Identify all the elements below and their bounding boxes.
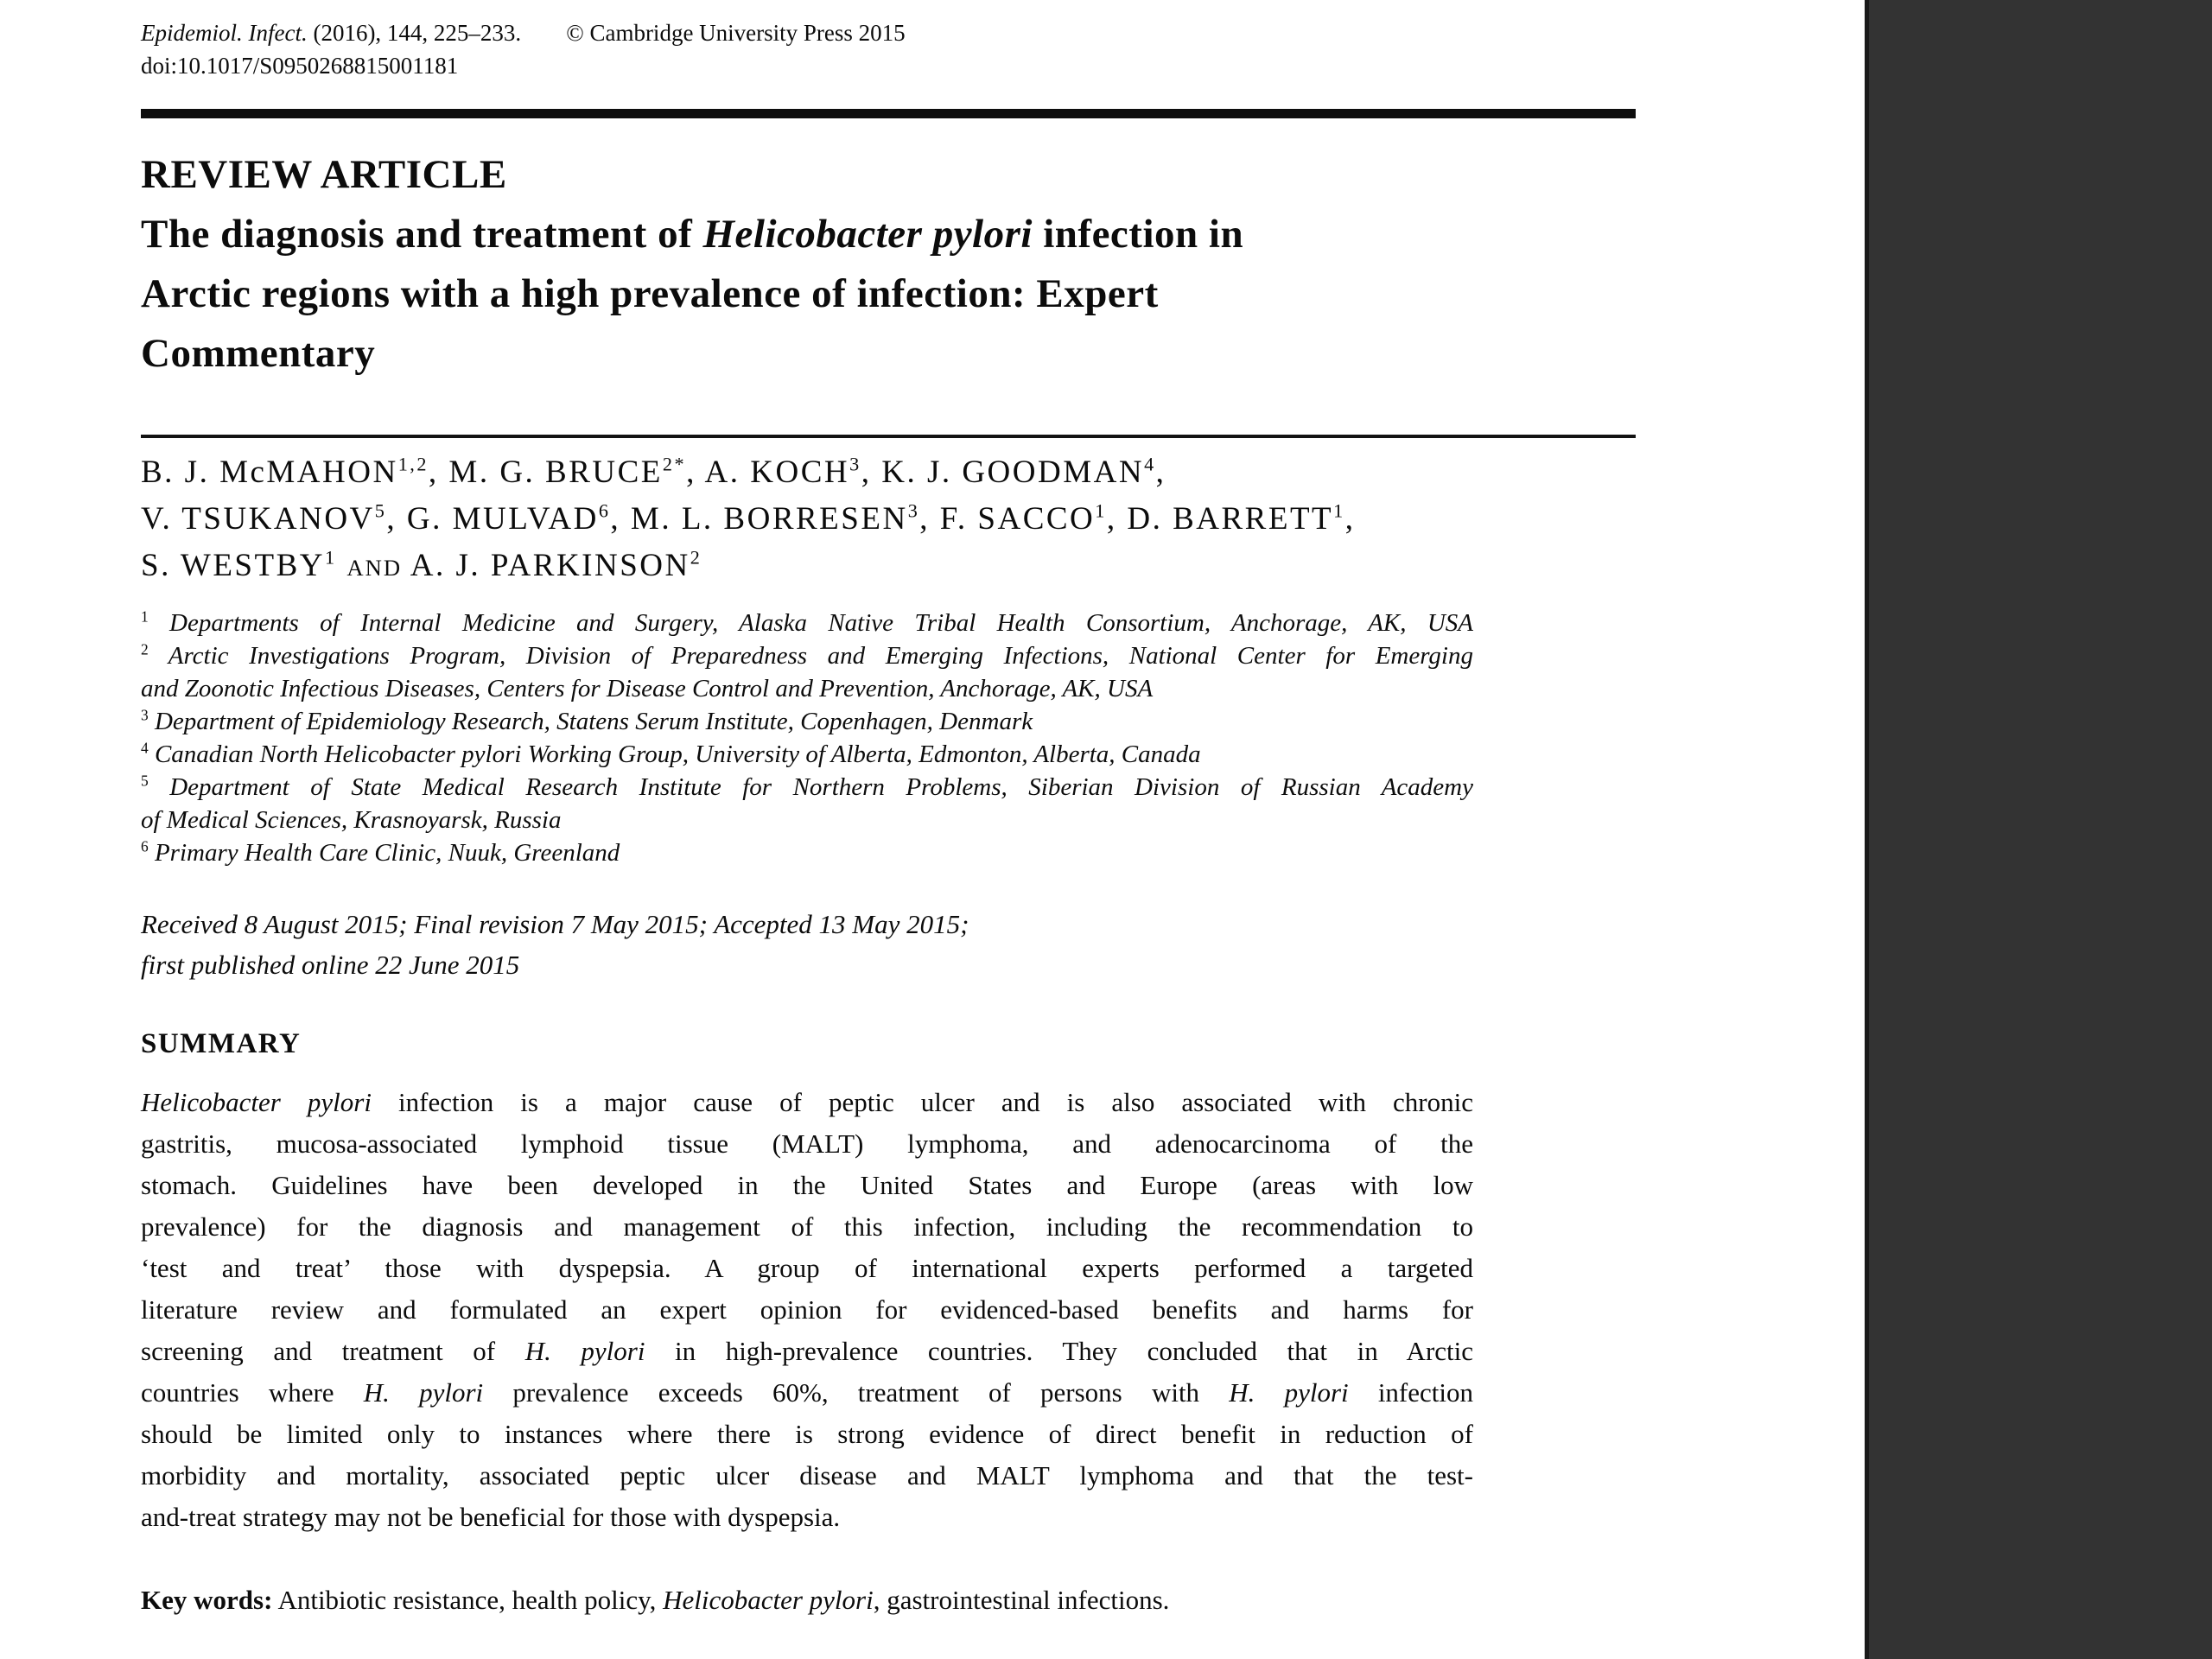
text-run: Received 8 August 2015; Final revision 7 May 2015; Accepted 13 May 2015; bbox=[141, 909, 969, 939]
text-run: Arctic Investigations Program, Division of Preparedness and Emerging Infections, National Center for Emerging bbox=[148, 642, 1473, 670]
text-run: Key words: bbox=[141, 1585, 273, 1615]
text-run: , D. BARRETT bbox=[1106, 501, 1334, 537]
text-line bbox=[141, 324, 1644, 384]
text-run: Department of Epidemiology Research, Statens Serum Institute, Copenhagen, Denmark bbox=[148, 708, 1033, 735]
text-line bbox=[141, 639, 1473, 672]
text-run: , M. G. BRUCE bbox=[428, 454, 663, 490]
keywords-line bbox=[141, 1581, 1541, 1619]
text-run: screening and treatment of bbox=[141, 1336, 525, 1366]
summary-heading: SUMMARY bbox=[141, 1028, 302, 1059]
text-run bbox=[337, 548, 347, 583]
text-run: 1 bbox=[1333, 499, 1345, 522]
text-run: , F. SACCO bbox=[919, 501, 1096, 537]
text-run: 6 bbox=[141, 837, 149, 855]
text-line bbox=[141, 205, 1644, 264]
text-line bbox=[141, 1331, 1473, 1372]
text-line bbox=[141, 449, 1644, 496]
text-line bbox=[141, 1248, 1473, 1289]
article-heading bbox=[141, 145, 1644, 384]
text-run: 5 bbox=[374, 499, 387, 522]
text-run: 5 bbox=[141, 772, 149, 790]
text-line bbox=[141, 1497, 1473, 1538]
text-run: and Zoonotic Infectious Diseases, Centers for Disease Control and Prevention, Anchorage, AK, USA bbox=[141, 675, 1154, 702]
text-line bbox=[141, 904, 1473, 944]
text-run: Helicobacter pylori bbox=[702, 212, 1033, 257]
text-line bbox=[141, 1455, 1473, 1497]
text-run: 4 bbox=[141, 739, 149, 757]
text-run: 2* bbox=[662, 453, 687, 475]
text-run: 4 bbox=[1144, 453, 1156, 475]
text-line bbox=[141, 1123, 1473, 1165]
text-run: , K. J. GOODMAN bbox=[861, 454, 1145, 490]
text-run: AND bbox=[346, 555, 403, 581]
text-run: Arctic regions with a high prevalence of infection: Expert bbox=[141, 271, 1159, 316]
text-run: , gastrointestinal infections. bbox=[873, 1585, 1170, 1615]
text-run: , M. L. BORRESEN bbox=[610, 501, 908, 537]
text-run: Departments of Internal Medicine and Surgery, Alaska Native Tribal Health Consortium, Anchorage, AK, USA bbox=[148, 609, 1473, 637]
revision-history bbox=[141, 904, 1473, 985]
text-run: prevalence exceeds 60%, treatment of persons with bbox=[483, 1377, 1230, 1408]
text-run: Canadian North Helicobacter pylori Working Group, University of Alberta, Edmonton, Alberta, Canada bbox=[148, 741, 1201, 768]
text-run: Helicobacter pylori bbox=[141, 1087, 372, 1117]
text-line bbox=[141, 836, 1473, 869]
text-run: , bbox=[1155, 454, 1166, 490]
header-rule bbox=[141, 109, 1636, 118]
text-run: first published online 22 June 2015 bbox=[141, 950, 520, 980]
text-line bbox=[141, 496, 1644, 543]
right-dark-panel bbox=[1865, 0, 2212, 1659]
text-line bbox=[141, 705, 1473, 738]
text-run: countries where bbox=[141, 1377, 364, 1408]
text-line bbox=[141, 738, 1473, 771]
text-run: 1 bbox=[141, 607, 149, 626]
text-run: Antibiotic resistance, health policy, bbox=[272, 1585, 664, 1615]
text-run: , A. KOCH bbox=[686, 454, 850, 490]
text-run: 3 bbox=[907, 499, 920, 522]
text-run: infection in bbox=[1032, 212, 1244, 257]
text-run: , G. MULVAD bbox=[386, 501, 599, 537]
text-run: S. WESTBY bbox=[141, 548, 326, 583]
text-run: 1,2 bbox=[397, 453, 429, 475]
text-run: literature review and formulated an expert opinion for evidenced-based benefits and harms for bbox=[141, 1294, 1473, 1325]
text-line bbox=[141, 264, 1644, 324]
summary-paragraph bbox=[141, 1082, 1473, 1538]
text-run: , bbox=[1344, 501, 1356, 537]
text-run: morbidity and mortality, associated peptic ulcer disease and MALT lymphoma and that the test- bbox=[141, 1460, 1473, 1491]
text-run: The diagnosis and treatment of bbox=[141, 212, 703, 257]
text-run: 1 bbox=[1095, 499, 1107, 522]
text-run: infection bbox=[1348, 1377, 1473, 1408]
text-line bbox=[141, 1082, 1473, 1123]
text-run: Primary Health Care Clinic, Nuuk, Greenland bbox=[148, 839, 620, 867]
text-run: B. J. McMAHON bbox=[141, 454, 398, 490]
text-run: H. pylori bbox=[363, 1377, 484, 1408]
affiliation-list bbox=[141, 607, 1473, 869]
text-line bbox=[141, 804, 1473, 836]
journal-citation bbox=[141, 17, 906, 49]
text-line bbox=[141, 1206, 1473, 1248]
text-line bbox=[141, 607, 1473, 639]
title-rule bbox=[141, 435, 1636, 438]
text-run: Helicobacter pylori bbox=[663, 1585, 874, 1615]
text-line bbox=[141, 1289, 1473, 1331]
text-run: 3 bbox=[141, 706, 149, 724]
text-run: 3 bbox=[849, 453, 861, 475]
text-run: 1 bbox=[325, 546, 337, 569]
text-line bbox=[141, 944, 1473, 985]
author-list bbox=[141, 449, 1644, 591]
text-run: infection is a major cause of peptic ulcer and is also associated with chronic bbox=[371, 1087, 1473, 1117]
text-run: (2016), 144, 225–233. bbox=[307, 20, 522, 46]
text-line bbox=[141, 1165, 1473, 1206]
text-run: V. TSUKANOV bbox=[141, 501, 375, 537]
text-run: should be limited only to instances where there is strong evidence of direct benefit in reduction of bbox=[141, 1419, 1473, 1449]
doi-line: doi:10.1017/S0950268815001181 bbox=[141, 53, 459, 79]
text-run: stomach. Guidelines have been developed in the United States and Europe (areas with low bbox=[141, 1170, 1473, 1200]
text-line bbox=[141, 543, 1644, 591]
text-run: H. pylori bbox=[1229, 1377, 1349, 1408]
text-run: gastritis, mucosa-associated lymphoid tissue (MALT) lymphoma, and adenocarcinoma of the bbox=[141, 1128, 1473, 1159]
text-run: A. J. PARKINSON bbox=[402, 548, 690, 583]
text-run: 6 bbox=[598, 499, 611, 522]
text-run: Epidemiol. Infect. bbox=[141, 20, 308, 46]
text-run: Commentary bbox=[141, 331, 376, 376]
text-run: 2 bbox=[141, 640, 149, 658]
article-title bbox=[141, 205, 1644, 384]
text-line bbox=[141, 1372, 1473, 1414]
text-run: H. pylori bbox=[524, 1336, 645, 1366]
text-run: prevalence) for the diagnosis and management of this infection, including the recommendation to bbox=[141, 1211, 1473, 1242]
text-run: in high-prevalence countries. They concluded that in Arctic bbox=[645, 1336, 1474, 1366]
article-type-label: REVIEW ARTICLE bbox=[141, 152, 507, 197]
text-run: 2 bbox=[690, 546, 702, 569]
text-run: © Cambridge University Press 2015 bbox=[566, 20, 906, 46]
text-line bbox=[141, 672, 1473, 705]
text-line bbox=[141, 771, 1473, 804]
text-run: Department of State Medical Research Institute for Northern Problems, Siberian Division of Russian Academy bbox=[148, 773, 1473, 801]
text-run: ‘test and treat’ those with dyspepsia. A group of international experts performed a targeted bbox=[141, 1253, 1473, 1283]
text-line bbox=[141, 1414, 1473, 1455]
text-run: of Medical Sciences, Krasnoyarsk, Russia bbox=[141, 806, 562, 834]
text-run: and-treat strategy may not be beneficial for those with dyspepsia. bbox=[141, 1502, 841, 1532]
